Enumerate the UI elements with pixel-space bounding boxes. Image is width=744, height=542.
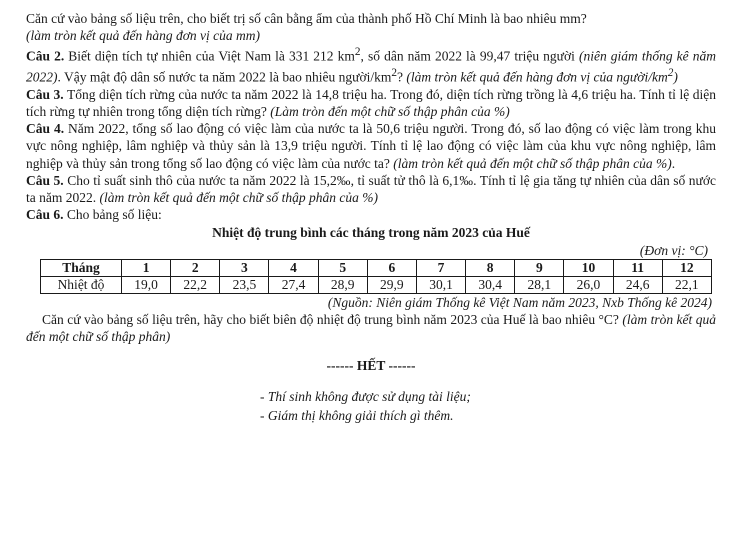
header-cell: 8 [466, 259, 515, 276]
header-cell: 12 [662, 259, 711, 276]
question-3 [26, 86, 716, 120]
superscript: 2 [354, 46, 361, 59]
question-4-text: Năm 2022, tổng số lao động có việc làm của nước ta là 50,6 triệu người. Trong đó, số lao động có việc làm trong khu vực nông nghiệp, lâm nghiệp và thủy sản là 13,9 triệu người. Tính tỉ lệ lao động có việc làm của khu vực nông nghiệp, lâm nghiệp và thủy sản trong tổng số lao động có việc làm của nước ta? [26, 121, 717, 171]
superscript: 2 [391, 67, 397, 80]
data-cell: 26,0 [564, 276, 613, 293]
data-cell: 19,0 [122, 276, 171, 293]
question-4 [26, 120, 716, 172]
question-2-text-a: Biết diện tích tự nhiên của Việt Nam là 331 212 km [64, 48, 355, 64]
data-cell: 22,2 [171, 276, 220, 293]
question-6 [26, 206, 716, 223]
table-header-row [41, 259, 712, 276]
data-cell: 22,1 [662, 276, 711, 293]
exam-page [26, 10, 716, 425]
data-cell: 28,1 [515, 276, 564, 293]
data-cell: 29,9 [367, 276, 416, 293]
data-cell: Nhiệt độ [41, 276, 122, 293]
question-3-label: Câu 3. [26, 86, 64, 102]
temperature-table [40, 259, 712, 294]
header-cell: 11 [613, 259, 662, 276]
question-5-note: (làm tròn kết quả đến một chữ số thập phân của %) [99, 190, 378, 206]
header-cell: 6 [367, 259, 416, 276]
question-5 [26, 172, 716, 206]
note-line: - Thí sinh không được sử dụng tài liệu; [260, 388, 471, 404]
table-data-row [41, 276, 712, 293]
question-3-text: Tổng diện tích rừng của nước ta năm 2022 là 14,8 triệu ha. Trong đó, diện tích rừng trồng là 4,6 triệu ha. Tính tỉ lệ diện tích rừng tự nhiên trong tổng diện tích rừng? [26, 86, 716, 120]
data-cell: 24,6 [613, 276, 662, 293]
table-title: Nhiệt độ trung bình các tháng trong năm 2023 của Huế [212, 225, 530, 241]
question-1-note: (làm tròn kết quả đến hàng đơn vị của mm) [26, 28, 261, 44]
question-6-text: Cho bảng số liệu: [63, 207, 162, 223]
header-cell: 1 [122, 259, 171, 276]
table-source: (Nguồn: Niên giám Thống kê Việt Nam năm 2023, Nxb Thống kê 2024) [327, 294, 712, 310]
question-4-label: Câu 4. [26, 121, 65, 137]
question-6-note: (làm tròn kết quả đến một chữ số thập phân) [26, 312, 716, 345]
question-1-tail [26, 10, 716, 44]
data-cell: 28,9 [318, 276, 367, 293]
header-cell: 5 [318, 259, 367, 276]
question-2-note-a: (niên giám thống kê năm 2022) [26, 48, 717, 85]
exam-notes [26, 387, 716, 425]
question-6-question [26, 311, 716, 345]
header-cell: Tháng [41, 259, 122, 276]
header-cell: 10 [564, 259, 613, 276]
question-2-text-b: , số dân năm 2022 là 99,47 triệu người [360, 48, 579, 64]
header-cell: 3 [220, 259, 269, 276]
header-cell: 9 [515, 259, 564, 276]
superscript: 2 [667, 67, 674, 80]
header-cell: 4 [269, 259, 318, 276]
question-4-note: (làm tròn kết quả đến một chữ số thập phân của %) [393, 155, 672, 171]
header-cell: 2 [171, 259, 220, 276]
question-2 [26, 44, 716, 85]
data-cell: 30,1 [416, 276, 465, 293]
question-2-note-b: (làm tròn kết quả đến hàng đơn vị của người/km [406, 69, 668, 85]
question-6-label: Câu 6. [26, 207, 64, 223]
header-cell: 7 [416, 259, 465, 276]
question-2-text-d: ? [396, 69, 407, 85]
question-5-label: Câu 5. [26, 172, 64, 188]
question-2-text-c: . Vậy mật độ dân số nước ta năm 2022 là bao nhiêu người/km [57, 69, 392, 85]
data-cell: 30,4 [466, 276, 515, 293]
data-cell: 27,4 [269, 276, 318, 293]
question-4-end: . [671, 155, 676, 171]
question-2-label: Câu 2. [26, 48, 65, 64]
note-line: - Giám thị không giải thích gì thêm. [260, 407, 454, 423]
question-6-question-text: Căn cứ vào bảng số liệu trên, hãy cho biết biên độ nhiệt độ trung bình năm 2023 của Huế là bao nhiêu °C? [42, 312, 623, 328]
question-1-text: Căn cứ vào bảng số liệu trên, cho biết trị số cân bằng ẩm của thành phố Hồ Chí Minh là bao nhiêu mm? [26, 11, 587, 26]
question-2-note-b-end: ) [673, 69, 678, 85]
data-cell: 23,5 [220, 276, 269, 293]
question-5-text: Cho tỉ suất sinh thô của nước ta năm 2022 là 15,2‰, tỉ suất tử thô là 6,1‰. Tính tỉ lệ gia tăng tự nhiên của dân số nước ta năm 2022. [26, 172, 716, 206]
question-3-note: (Làm tròn đến một chữ số thập phân của %) [270, 104, 510, 120]
end-marker: ------ HẾT ------ [326, 358, 416, 374]
table-unit: (Đơn vị: °C) [639, 242, 708, 258]
